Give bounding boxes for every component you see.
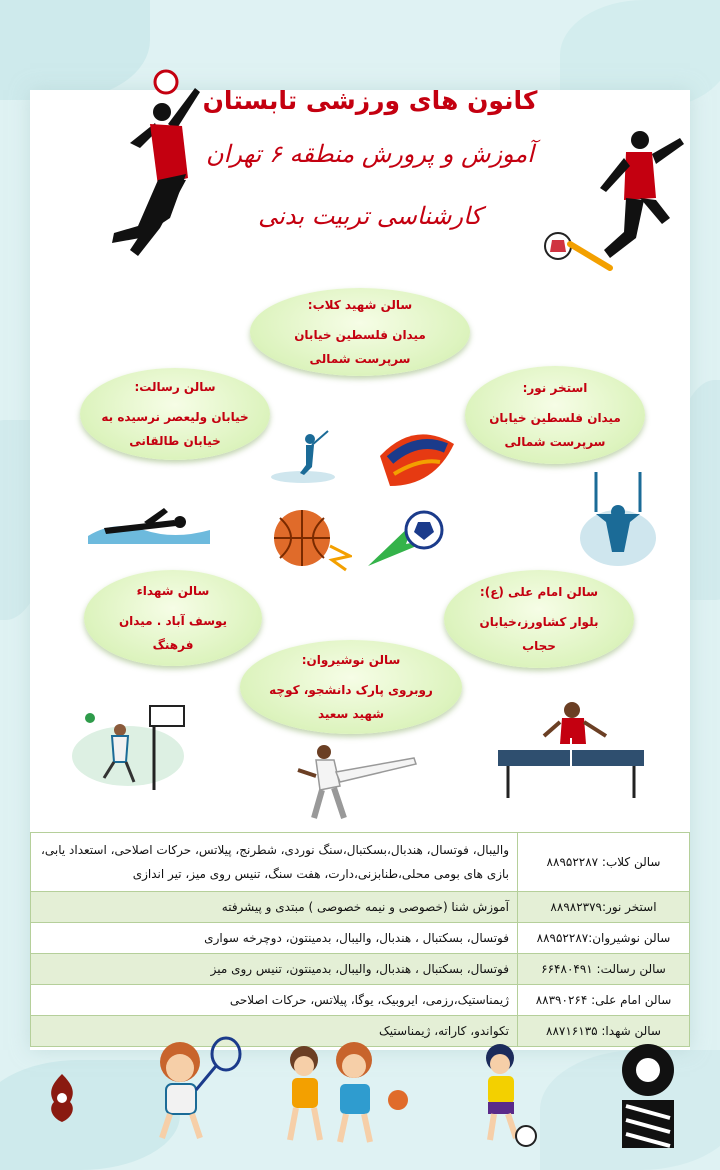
table-row	[31, 833, 690, 892]
kid-soccer-icon	[464, 1040, 544, 1148]
handball-court-icon	[68, 702, 192, 794]
department-name: کارشناسی تربیت بدنی	[258, 202, 482, 230]
kids-basketball-icon	[270, 1036, 420, 1146]
volleyball-player-icon	[100, 68, 210, 268]
table-row	[31, 985, 690, 1016]
activities-cell: والیبال، فوتسال، هندبال،بسکتبال،سنگ نوردی، شطرنج، پیلاتس، حرکات اصلاحی، استعداد یابی، بازی های بومی محلی،طنابزنی،دارت، هفت سنگ، تنیس روی میز، تیر اندازی	[31, 833, 518, 892]
activities-cell: تکواندو، کاراته، ژیمناستیک	[31, 1016, 518, 1047]
venue-resalat: سالن رسالت: خیابان ولیعصر نرسیده به خیابان طالقانی	[80, 368, 270, 460]
venue-shohada: سالن شهداء یوسف آباد . میدان فرهنگ	[84, 570, 262, 666]
poster-subtitle: آموزش و پرورش منطقه ۶ تهران	[206, 140, 534, 168]
rugby-ball-icon	[374, 426, 460, 492]
table-row	[31, 954, 690, 985]
karate-kick-icon	[294, 742, 424, 820]
activities-cell: فوتسال، بسکتبال ، هندبال، والیبال، بدمینتون، دوچرخه سواری	[31, 923, 518, 954]
table-row	[31, 923, 690, 954]
ministry-logo-icon	[44, 1072, 80, 1124]
kid-tennis-icon	[140, 1034, 250, 1144]
venue-phone-cell: سالن کلاب: ۸۸۹۵۲۲۸۷	[518, 833, 690, 892]
venue-phone-cell: سالن نوشیروان:۸۸۹۵۲۲۸۷	[518, 923, 690, 954]
poster-title: کانون های ورزشی تابستان	[202, 86, 538, 115]
activities-cell: ژیمناستیک،رزمی، ایروبیک، یوگا، پیلاتس، حرکات اصلاحی	[31, 985, 518, 1016]
sports-org-logo-icon	[612, 1040, 684, 1150]
swimmer-icon	[84, 500, 214, 550]
table-tennis-icon	[496, 700, 646, 800]
soccer-ball-icon	[366, 508, 452, 570]
basketball-icon	[266, 506, 352, 576]
schedule-table	[30, 832, 690, 1047]
activities-cell: آموزش شنا (خصوصی و نیمه خصوصی ) مبتدی و پیشرفته	[31, 892, 518, 923]
golf-player-icon	[268, 425, 338, 485]
gymnast-rings-icon	[574, 472, 660, 568]
soccer-player-icon	[540, 128, 690, 278]
venue-imam-ali: سالن امام علی (ع): بلوار کشاورز،خیابان حجاب	[444, 570, 634, 668]
venue-phone-cell: استخر نور:۸۸۹۸۲۳۷۹	[518, 892, 690, 923]
venue-phone-cell: سالن رسالت: ۶۶۴۸۰۴۹۱	[518, 954, 690, 985]
table-row	[31, 892, 690, 923]
venue-shahid-club: سالن شهید کلاب: میدان فلسطین خیابان سرپرست شمالی	[250, 288, 470, 376]
activities-cell: فوتسال، بسکتبال ، هندبال، والیبال، بدمینتون، تنیس روی میز	[31, 954, 518, 985]
venue-noor-pool: استخر نور: میدان فلسطین خیابان سرپرست شمالی	[465, 366, 645, 464]
venue-phone-cell: سالن امام علی: ۸۸۳۹۰۲۶۴	[518, 985, 690, 1016]
venue-phone-cell: سالن شهدا: ۸۸۷۱۶۱۳۵	[518, 1016, 690, 1047]
venue-noushirvan: سالن نوشیروان: روبروی پارک دانشجو، کوچه شهید سعید	[240, 640, 462, 734]
